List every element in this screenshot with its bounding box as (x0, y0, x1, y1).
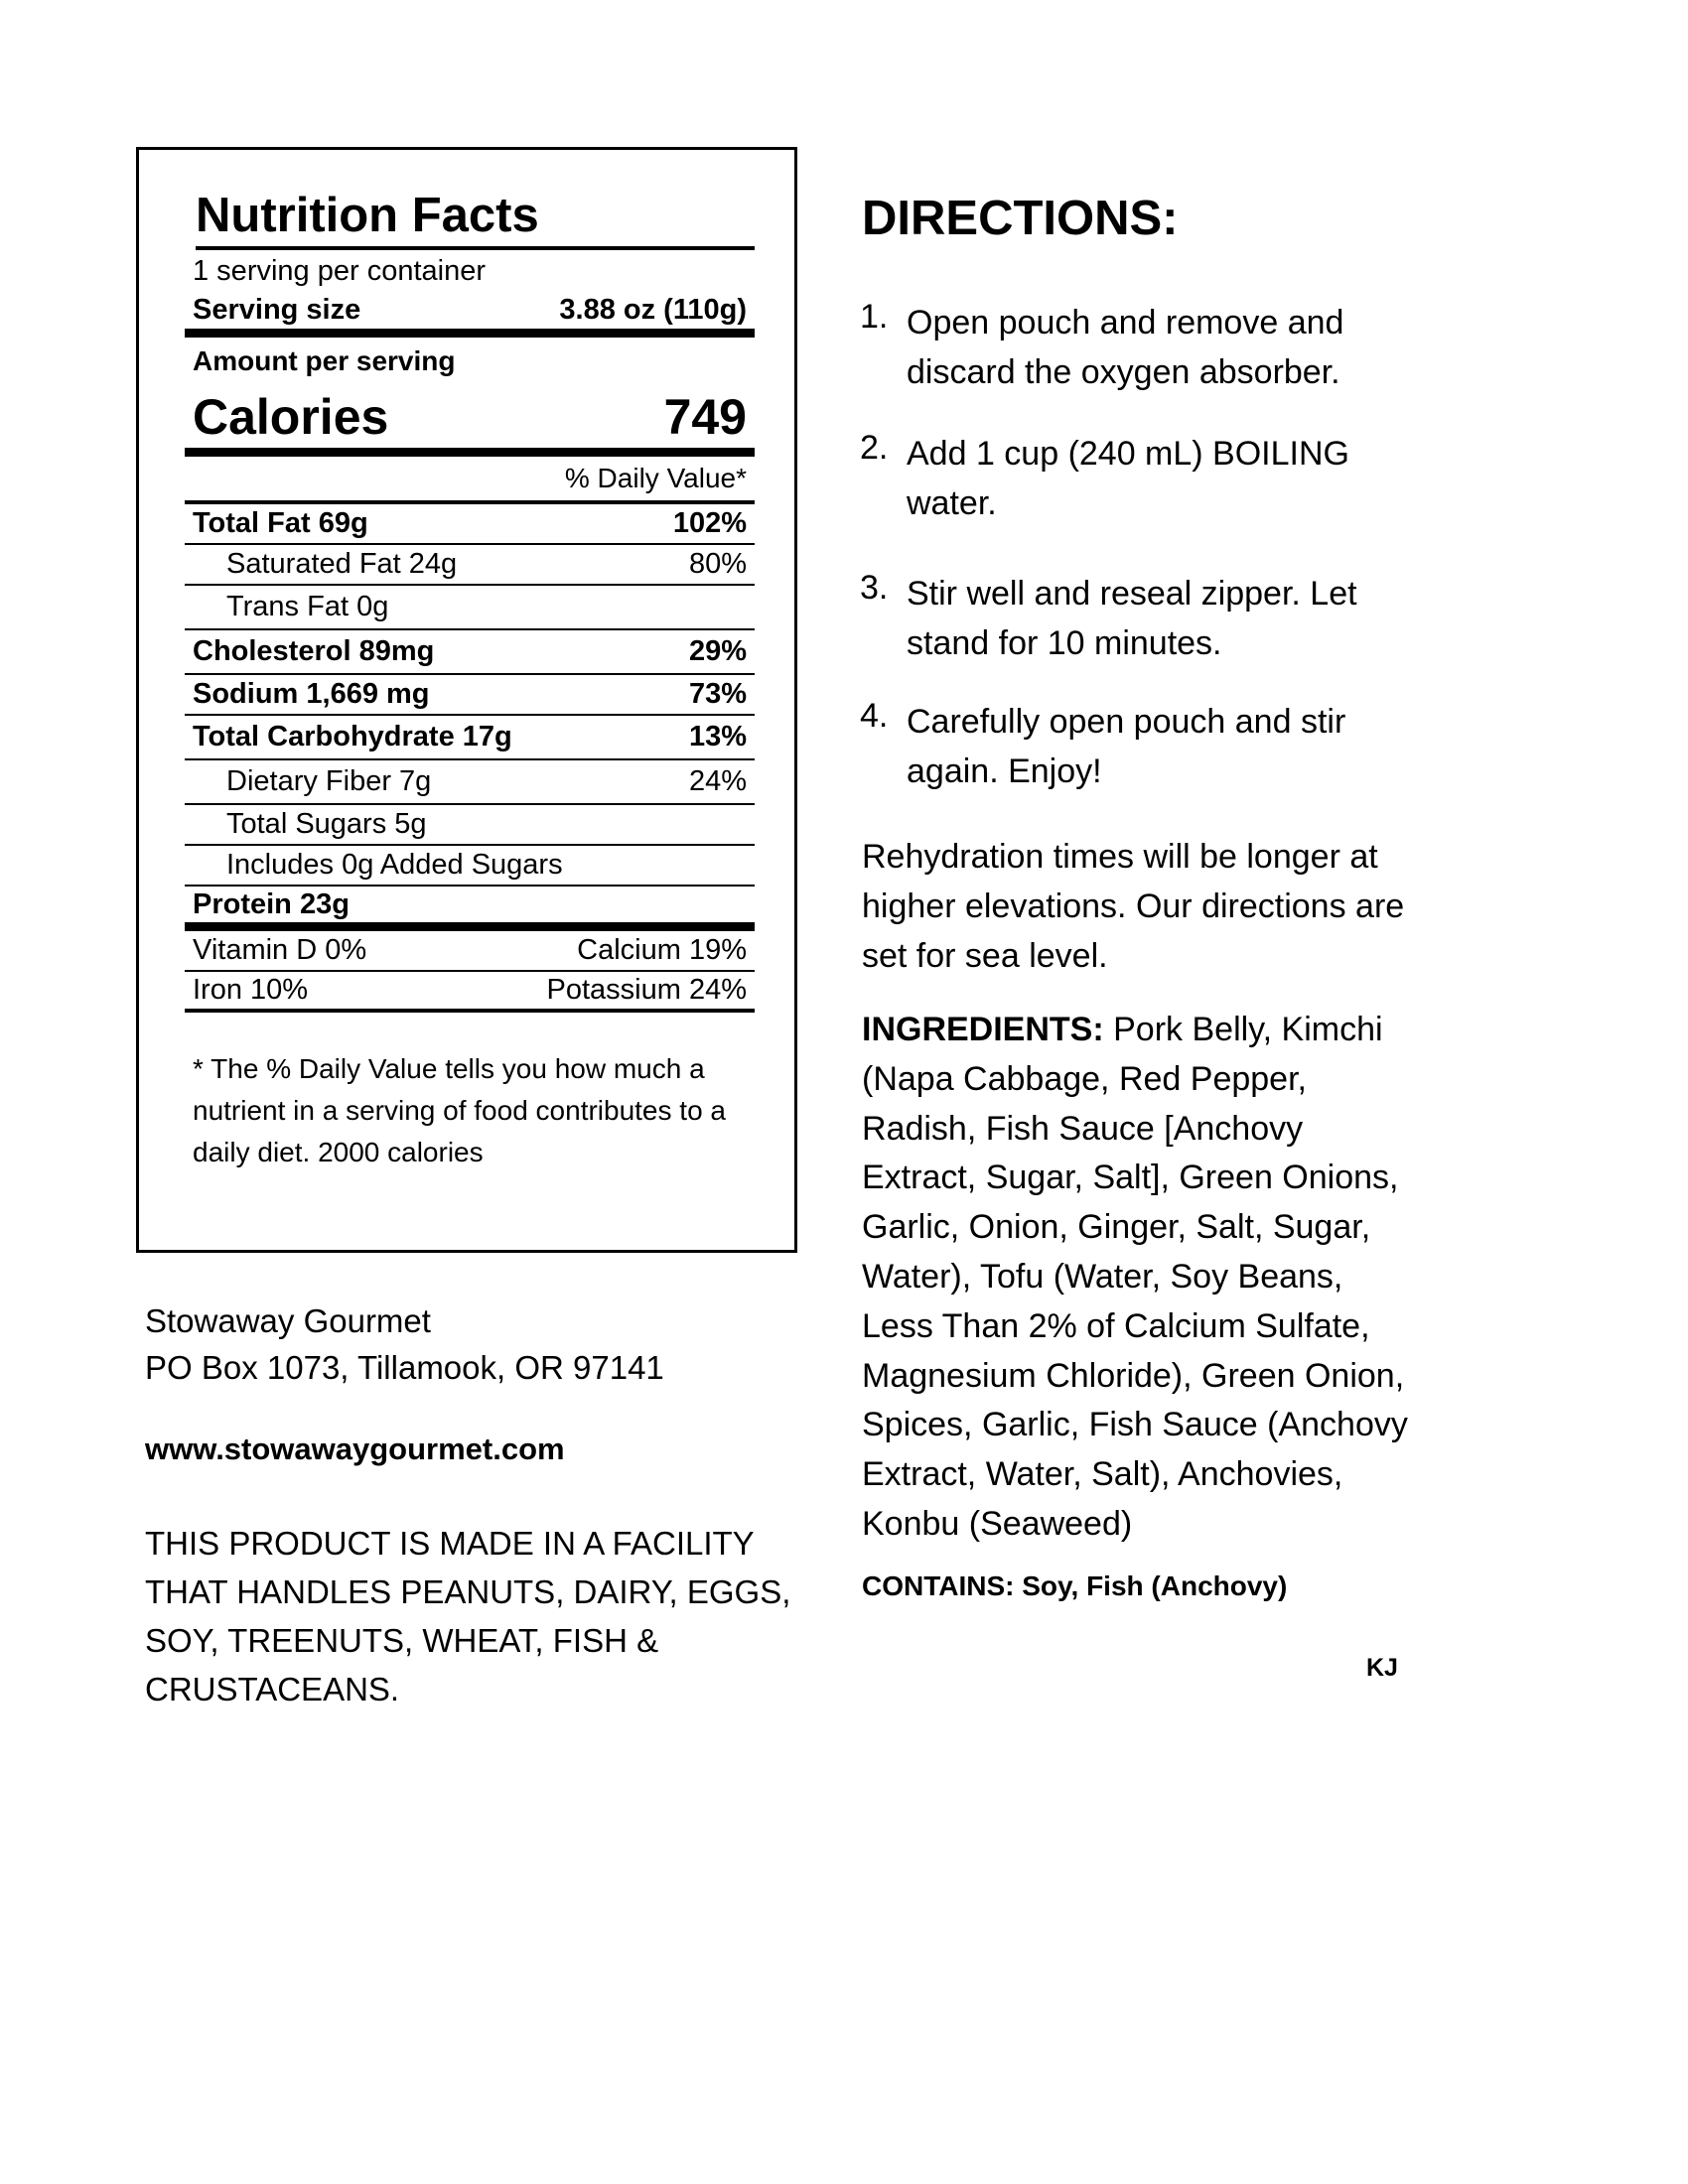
nutrient-dv: 102% (672, 507, 747, 539)
amount-per-serving (185, 338, 755, 385)
contains-text: Soy, Fish (Anchovy) (1014, 1570, 1288, 1601)
nutrient-label: Sodium 1,669 mg (193, 678, 430, 710)
directions-title: DIRECTIONS: (862, 192, 1179, 245)
allergen-contains (862, 1567, 1287, 1606)
initials: KJ (1366, 1654, 1398, 1682)
nutrient-dv: 24% (688, 765, 747, 797)
calories-row (185, 385, 755, 457)
step-number: 4. (860, 697, 889, 735)
contains-label: CONTAINS: (862, 1570, 1015, 1601)
nutrient-label: Protein 23g (193, 887, 350, 920)
company-name: Stowaway Gourmet (145, 1302, 431, 1339)
nutrient-label: Saturated Fat 24g (226, 548, 458, 580)
vitamin-right: Potassium 24% (546, 974, 747, 1006)
nutrient-label: Dietary Fiber 7g (226, 765, 432, 797)
nutrient-row-total-fat (185, 504, 755, 545)
nutrient-label: Total Fat 69g (193, 507, 368, 539)
vitamin-left: Vitamin D 0% (193, 934, 367, 966)
daily-value-header-text: % Daily Value* (564, 463, 747, 493)
ingredients-label: INGREDIENTS: (862, 1011, 1104, 1048)
nutrient-label: Trans Fat 0g (226, 591, 389, 622)
step-text: Stir well and reseal zipper. Let stand for 10 minutes. (907, 575, 1357, 662)
vitamin-row (185, 972, 755, 1013)
step-number: 3. (860, 569, 889, 607)
amount-per-serving-label: Amount per serving (193, 345, 456, 376)
vitamin-right: Calcium 19% (577, 934, 747, 966)
step-number: 1. (860, 298, 889, 336)
ingredients-block (862, 1006, 1418, 1550)
nutrient-dv: 13% (688, 721, 747, 752)
servings-per-container (185, 250, 755, 292)
step-text: Add 1 cup (240 mL) BOILING water. (907, 435, 1349, 522)
nutrient-dv: 80% (688, 548, 747, 580)
serving-size-row (185, 292, 755, 338)
company-block (145, 1297, 780, 1391)
nutrient-row-added-sugars (185, 846, 755, 887)
nutrient-label: Includes 0g Added Sugars (226, 849, 563, 881)
step-number: 2. (860, 429, 889, 467)
ingredients-text: Pork Belly, Kimchi (Napa Cabbage, Red Pepper, Radish, Fish Sauce [Anchovy Extract, Sugar, Salt], Green Onions, Garlic, Onion, Ginger, Salt, Sugar, Water), Tofu (Water, Soy Beans, Less Than 2% of Calcium Sulfate, Magnesium Chloride), Green Onion, Spices, Garlic, Fish Sauce (Anchovy Extract, Water, Salt), Anchovies, Konbu (Seaweed) (862, 1011, 1408, 1543)
step-text: Open pouch and remove and discard the oxygen absorber. (907, 304, 1344, 391)
nutrient-row-cholesterol (185, 630, 755, 675)
daily-value-footnote: * The % Daily Value tells you how much a nutrient in a serving of food contributes to a daily diet. 2000 calories (193, 1053, 726, 1167)
nutrient-row-saturated-fat (185, 545, 755, 586)
company-address: PO Box 1073, Tillamook, OR 97141 (145, 1349, 664, 1386)
serving-size-label: Serving size (193, 294, 361, 326)
nutrient-row-trans-fat (185, 586, 755, 630)
rehydration-note: Rehydration times will be longer at higher elevations. Our directions are set for sea level. (862, 838, 1405, 975)
daily-value-header (185, 457, 755, 504)
nutrient-label: Total Sugars 5g (226, 808, 427, 840)
nutrient-row-sodium (185, 675, 755, 716)
vitamin-left: Iron 10% (193, 974, 309, 1006)
nutrient-row-total-carbohydrate (185, 716, 755, 760)
company-website: www.stowawaygourmet.com (145, 1432, 565, 1466)
serving-size-value: 3.88 oz (110g) (559, 294, 747, 326)
nutrient-row-protein (185, 887, 755, 931)
step-text: Carefully open pouch and stir again. Enjoy! (907, 703, 1346, 790)
nutrient-dv: 73% (688, 678, 747, 710)
nutrient-row-dietary-fiber (185, 760, 755, 805)
nutrient-dv: 29% (688, 635, 747, 667)
nutrient-row-total-sugars (185, 805, 755, 846)
calories-label: Calories (193, 388, 389, 445)
calories-value: 749 (663, 388, 747, 445)
nutrient-label: Cholesterol 89mg (193, 635, 435, 667)
servings-text: 1 serving per container (193, 254, 486, 287)
facility-allergen-notice: THIS PRODUCT IS MADE IN A FACILITY THAT HANDLES PEANUTS, DAIRY, EGGS, SOY, TREENUTS, WHEAT, FISH & CRUSTACEANS. (145, 1525, 791, 1707)
nutrition-facts-inner (185, 189, 755, 1173)
nutrition-facts-panel (136, 147, 797, 1253)
nutrition-facts-title: Nutrition Facts (196, 192, 755, 250)
nutrient-label: Total Carbohydrate 17g (193, 721, 512, 752)
vitamin-row (185, 931, 755, 972)
